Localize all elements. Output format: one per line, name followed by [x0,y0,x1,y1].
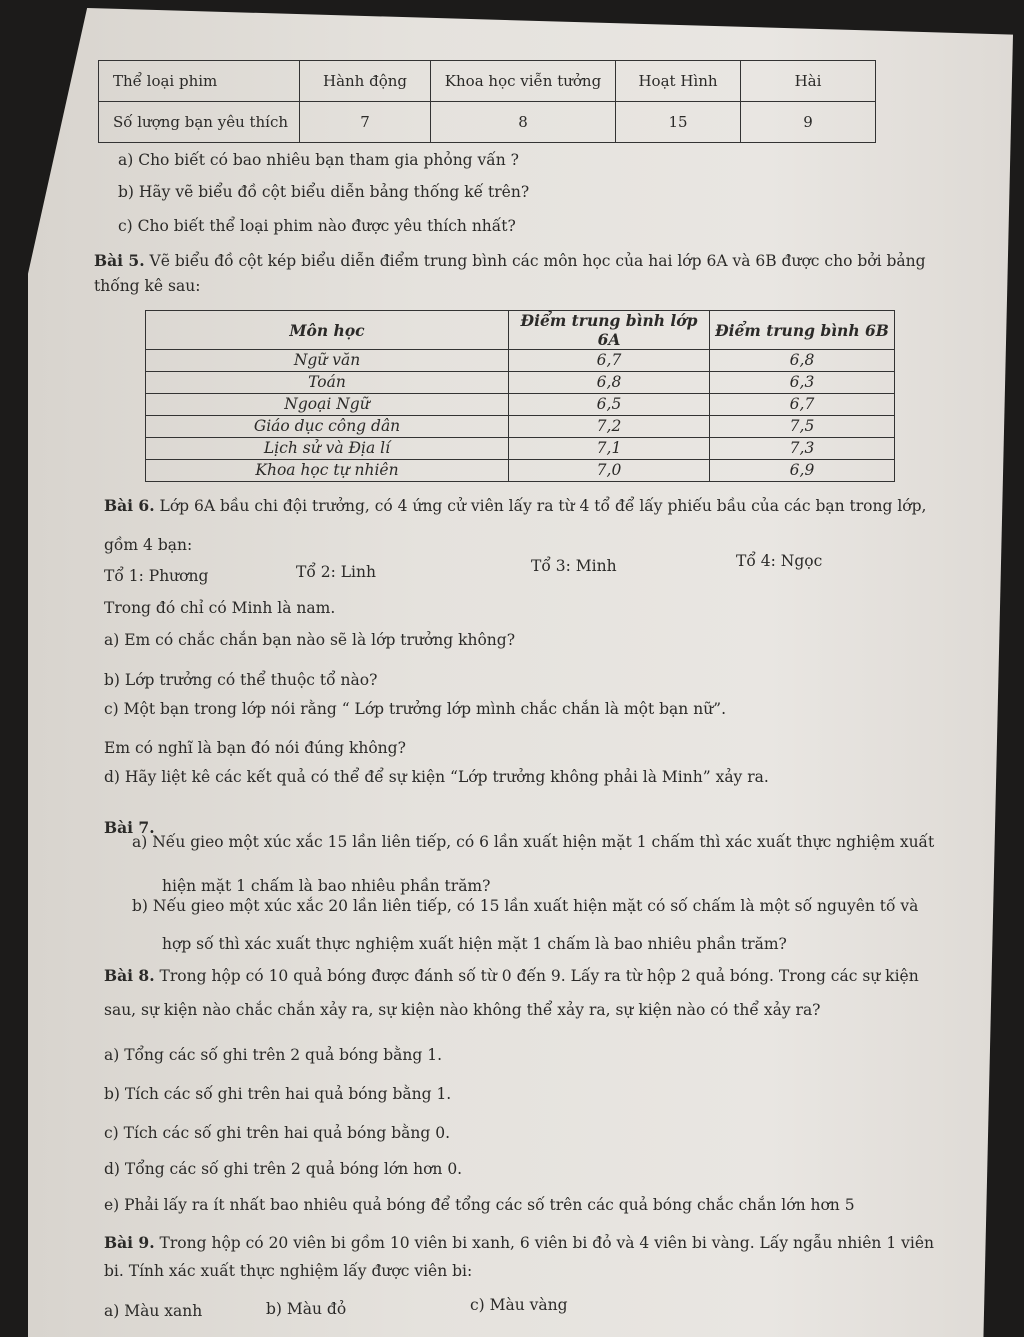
table-cell: 7,1 [509,438,710,460]
table-row [99,61,876,102]
exercise-6-line1 [104,496,926,515]
exercise-5-line1 [94,251,926,270]
exercise-label: Bài 9. [104,1233,155,1252]
table-cell: 7 [300,102,431,143]
table-cell: Lịch sử và Địa lí [146,438,509,460]
exercise-label: Bài 8. [104,966,155,985]
table-row [146,460,895,482]
question-6b: b) Lớp trưởng có thể thuộc tổ nào? [104,671,378,689]
table-cell: 6,8 [710,350,895,372]
option-9b: b) Màu đỏ [266,1300,347,1318]
question-4c: c) Cho biết thể loại phim nào được yêu thích nhất? [118,217,516,235]
question-6d: d) Hãy liệt kê các kết quả có thể để sự kiện “Lớp trưởng không phải là Minh” xảy ra. [104,768,769,786]
exercise-text: Trong hộp có 10 quả bóng được đánh số từ 0 đến 9. Lấy ra từ hộp 2 quả bóng. Trong các sự kiện [154,967,919,985]
question-6a: a) Em có chắc chắn bạn nào sẽ là lớp trưởng không? [104,631,515,649]
table-cell: Toán [146,372,509,394]
exercise-8-line1 [104,966,919,985]
option-9c: c) Màu vàng [470,1296,568,1314]
table-row [146,350,895,372]
exercise-6-line2: gồm 4 bạn: [104,536,193,554]
question-7b-cont: hợp số thì xác xuất thực nghiệm xuất hiện mặt 1 chấm là bao nhiêu phần trăm? [162,935,787,953]
question-6c: c) Một bạn trong lớp nói rằng “ Lớp trưởng lớp mình chắc chắn là một bạn nữ”. [104,700,727,718]
exercise-7-label: Bài 7. [104,818,155,837]
question-8b: b) Tích các số ghi trên hai quả bóng bằng 1. [104,1085,452,1103]
table-row [146,311,895,350]
table-cell: Điểm trung bình lớp 6A [509,311,710,350]
question-4a: a) Cho biết có bao nhiêu bạn tham gia phỏng vấn ? [118,151,519,169]
table-row [146,438,895,460]
table-cell: 8 [431,102,616,143]
exercise-label: Bài 6. [104,496,155,515]
exercise-label: Bài 5. [94,251,145,270]
exercise-text: Lớp 6A bầu chi đội trưởng, có 4 ứng cử viên lấy ra từ 4 tổ để lấy phiếu bầu của các bạn trong lớp, [154,497,927,515]
question-8d: d) Tổng các số ghi trên 2 quả bóng lớn hơn 0. [104,1160,463,1178]
table-cell: Hành động [300,61,431,102]
exercise-6-note: Trong đó chỉ có Minh là nam. [104,599,336,617]
table-cell: 6,9 [710,460,895,482]
table-row [146,372,895,394]
table-cell: 6,8 [509,372,710,394]
exercise-5-line2: thống kê sau: [94,277,201,295]
question-8a: a) Tổng các số ghi trên 2 quả bóng bằng 1. [104,1046,443,1064]
question-4b: b) Hãy vẽ biểu đồ cột biểu diễn bảng thống kế trên? [118,183,530,201]
table-cell: 7,0 [509,460,710,482]
table-cell: 9 [741,102,876,143]
exercise-text: Vẽ biểu đồ cột kép biểu diễn điểm trung bình các môn học của hai lớp 6A và 6B được cho bởi bảng [144,252,926,270]
exercise-9-line1 [104,1233,934,1252]
table-cell: 6,7 [710,394,895,416]
option-9a: a) Màu xanh [104,1302,203,1320]
group-2: Tổ 2: Linh [296,563,376,581]
table-cell: Khoa học tự nhiên [146,460,509,482]
table-cell: Số lượng bạn yêu thích [99,102,300,143]
exercise-text: Trong hộp có 20 viên bi gồm 10 viên bi xanh, 6 viên bi đỏ và 4 viên bi vàng. Lấy ngẫu nhiên 1 viên [154,1234,934,1252]
average-score-table [145,310,895,482]
group-1: Tổ 1: Phương [104,567,209,585]
table-cell: 15 [616,102,741,143]
table-cell: 7,3 [710,438,895,460]
table-cell: Giáo dục công dân [146,416,509,438]
table-row [146,394,895,416]
table-cell: Môn học [146,311,509,350]
exercise-9-line2: bi. Tính xác xuất thực nghiệm lấy được viên bi: [104,1262,473,1280]
table-cell: 6,3 [710,372,895,394]
question-8c: c) Tích các số ghi trên hai quả bóng bằng 0. [104,1124,450,1142]
movie-genre-table [98,60,876,143]
question-7b: b) Nếu gieo một xúc xắc 20 lần liên tiếp, có 15 lần xuất hiện mặt có số chấm là một số nguyên tố và [132,897,919,915]
table-cell: Hoạt Hình [616,61,741,102]
group-4: Tổ 4: Ngọc [736,552,823,570]
question-8e: e) Phải lấy ra ít nhất bao nhiêu quả bóng để tổng các số trên các quả bóng chắc chắn lớn hơn 5 [104,1196,855,1214]
table-cell: Ngữ văn [146,350,509,372]
table-cell: Ngoại Ngữ [146,394,509,416]
table-cell: Hài [741,61,876,102]
table-row [99,102,876,143]
question-7a: a) Nếu gieo một xúc xắc 15 lần liên tiếp, có 6 lần xuất hiện mặt 1 chấm thì xác xuất thực nghiệm xuất [132,833,935,851]
table-cell: 7,2 [509,416,710,438]
group-3: Tổ 3: Minh [531,557,617,575]
table-cell: Điểm trung bình 6B [710,311,895,350]
question-6c-cont: Em có nghĩ là bạn đó nói đúng không? [104,739,406,757]
question-7a-cont: hiện mặt 1 chấm là bao nhiêu phần trăm? [162,877,491,895]
exercise-8-line2: sau, sự kiện nào chắc chắn xảy ra, sự kiện nào không thể xảy ra, sự kiện nào có thể xảy ra? [104,1001,821,1019]
table-cell: 7,5 [710,416,895,438]
table-cell: Khoa học viễn tưởng [431,61,616,102]
table-cell: 6,7 [509,350,710,372]
table-cell: 6,5 [509,394,710,416]
table-cell: Thể loại phim [99,61,300,102]
table-row [146,416,895,438]
